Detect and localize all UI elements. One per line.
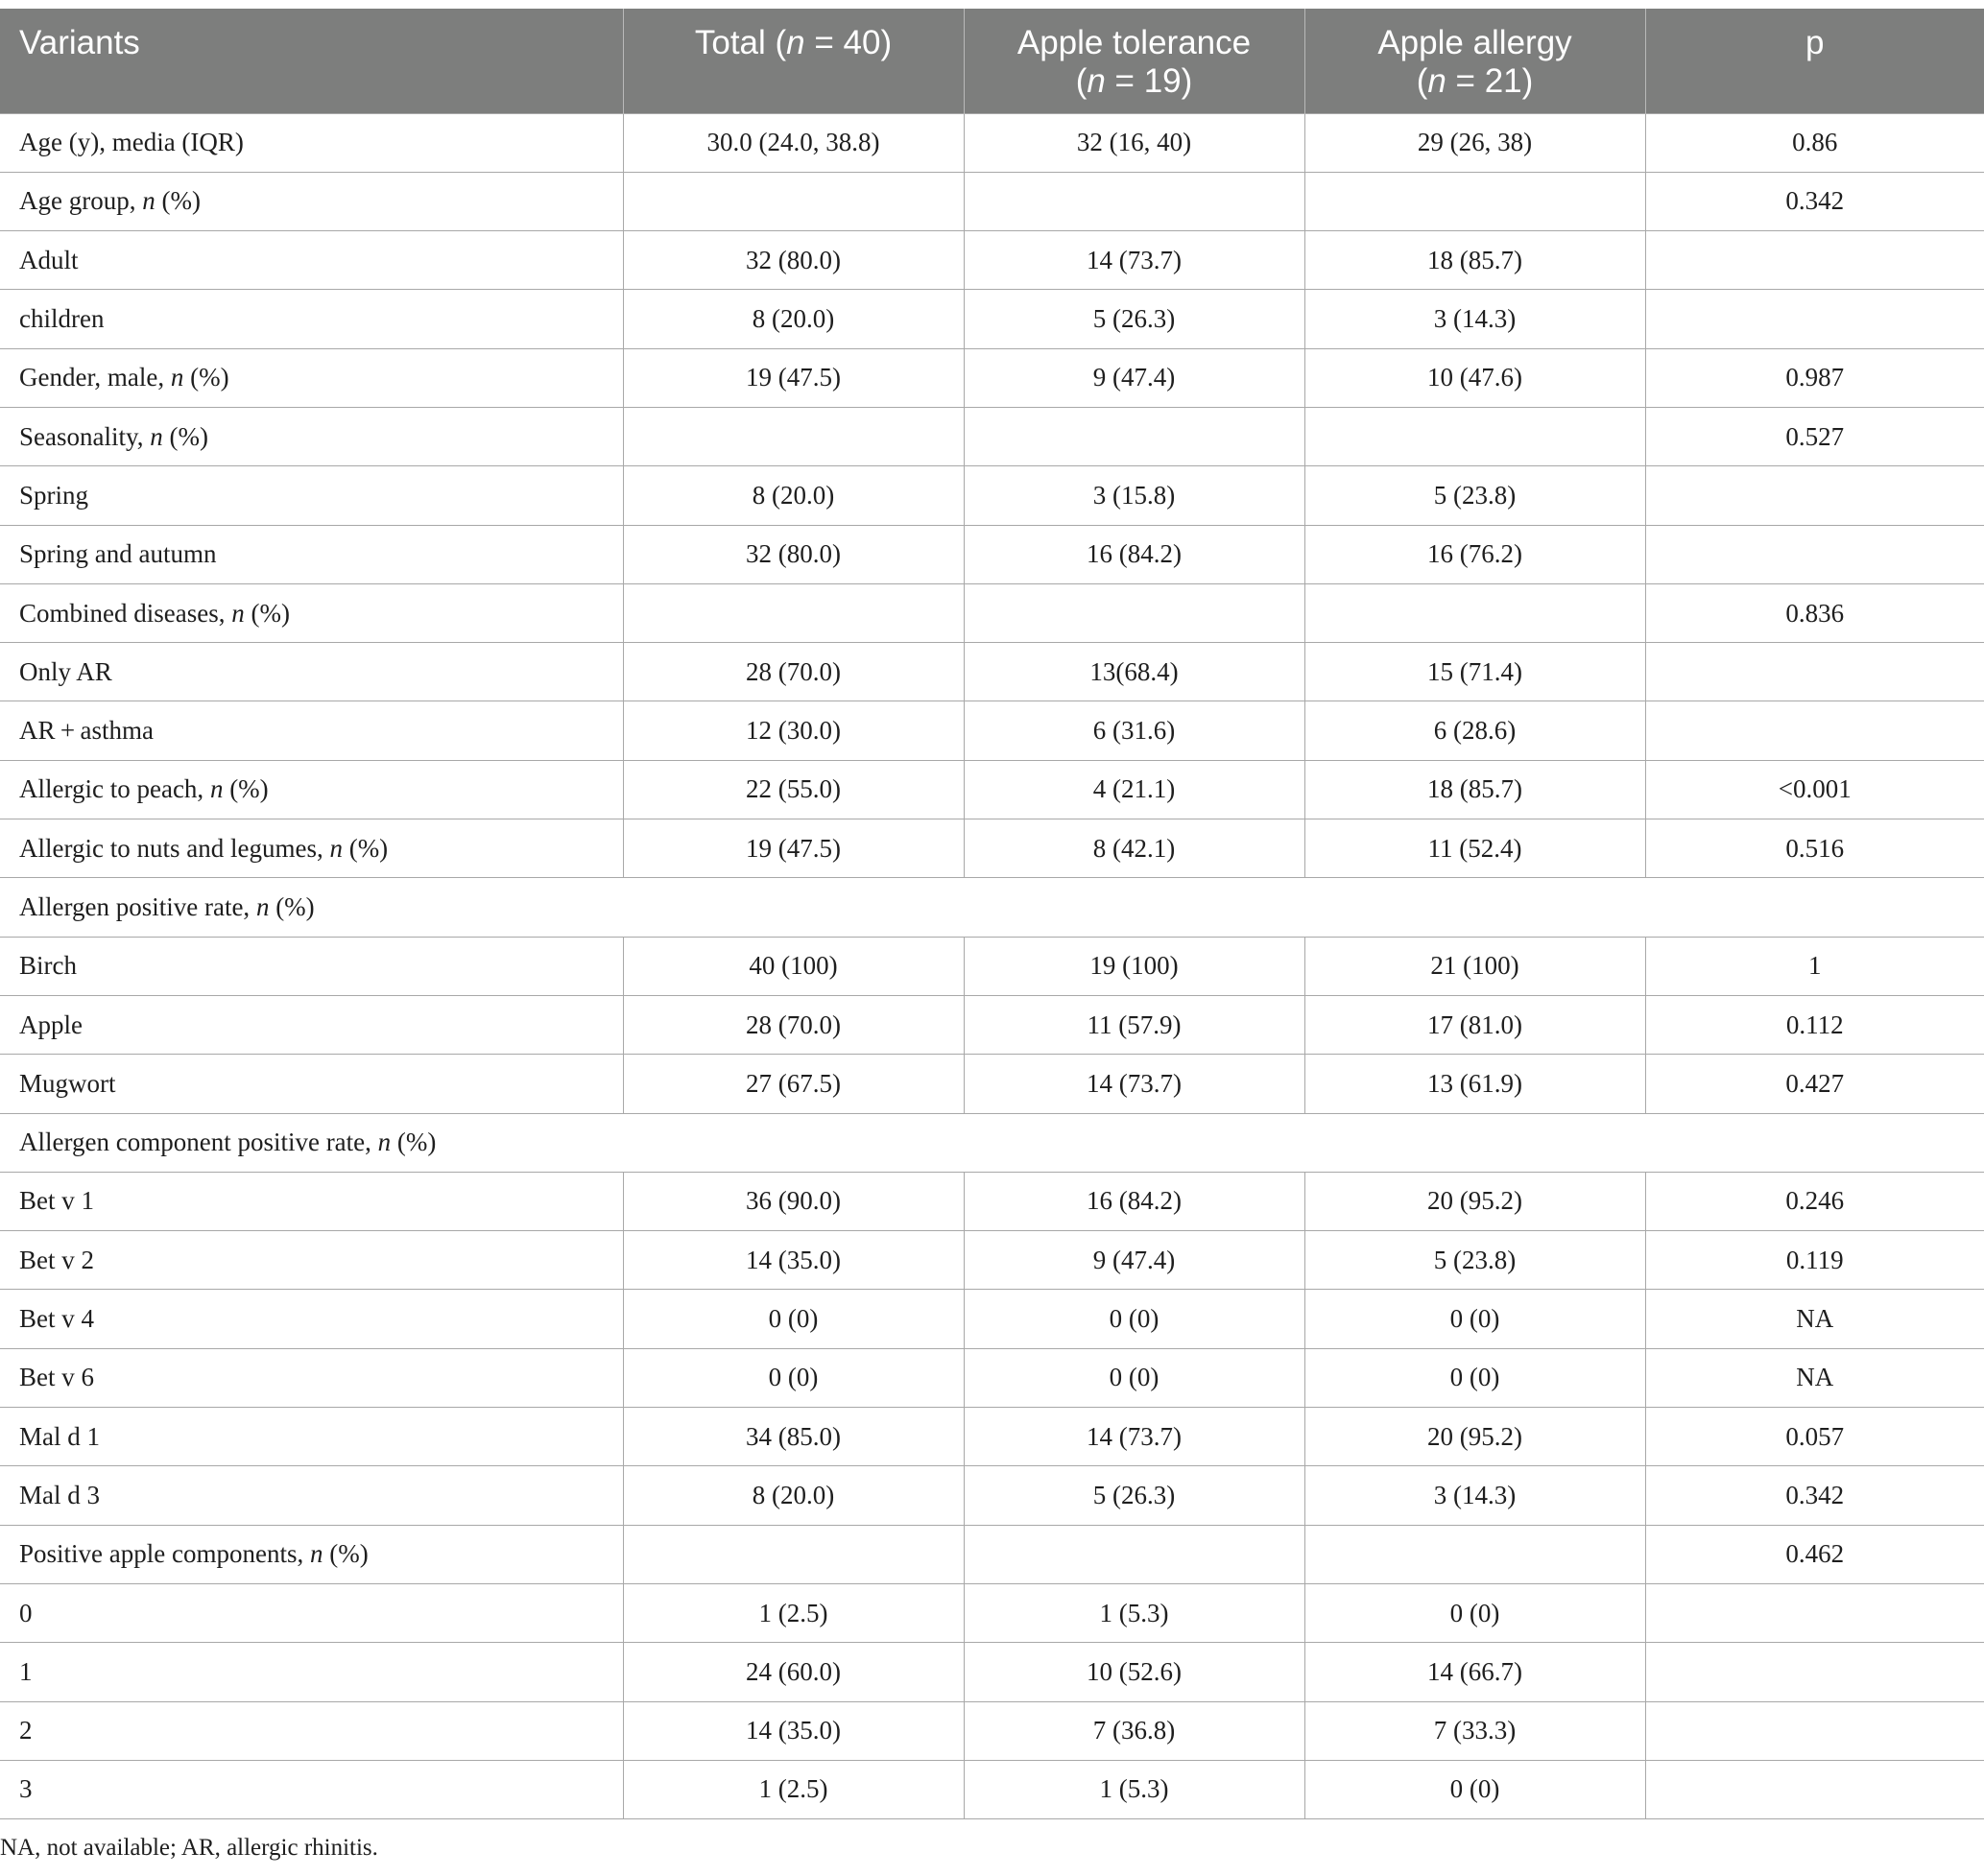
row-label: children	[0, 290, 623, 348]
row-label-text: Allergen positive rate,	[19, 892, 256, 921]
header-apple-allergy	[1304, 9, 1645, 113]
table-row	[0, 1408, 1984, 1466]
cell-allergy	[1304, 407, 1645, 465]
table-row	[0, 760, 1984, 819]
cell-total: 8 (20.0)	[623, 290, 964, 348]
cell-tolerance: 14 (73.7)	[964, 1055, 1304, 1113]
table-row	[0, 525, 1984, 583]
cell-tolerance: 1 (5.3)	[964, 1760, 1304, 1818]
cell-p: 0.836	[1645, 583, 1984, 642]
cell-total: 1 (2.5)	[623, 1583, 964, 1642]
cell-total: 12 (30.0)	[623, 701, 964, 760]
row-label: Bet v 4	[0, 1290, 623, 1348]
row-label-suffix: (%)	[183, 363, 229, 392]
row-label: Bet v 6	[0, 1348, 623, 1407]
cell-p	[1645, 290, 1984, 348]
row-label-n: n	[142, 186, 155, 216]
header-tolerance-line1: Apple tolerance	[1016, 24, 1252, 61]
cell-total: 19 (47.5)	[623, 819, 964, 878]
cell-total: 28 (70.0)	[623, 995, 964, 1054]
cell-allergy: 3 (14.3)	[1304, 1466, 1645, 1525]
table-row	[0, 1525, 1984, 1583]
row-label-text: Allergic to nuts and legumes,	[19, 833, 330, 863]
row-label-text: Gender, male,	[19, 363, 171, 392]
row-label	[0, 348, 623, 407]
cell-tolerance: 13(68.4)	[964, 643, 1304, 701]
row-label-suffix: (%)	[162, 421, 208, 451]
header-variants	[0, 9, 623, 113]
table-row	[0, 701, 1984, 760]
row-label-n: n	[377, 1128, 392, 1157]
header-p-label: p	[1805, 24, 1825, 61]
cell-allergy: 0 (0)	[1304, 1760, 1645, 1818]
row-label-n: n	[255, 892, 270, 921]
cell-tolerance: 19 (100)	[964, 937, 1304, 995]
cell-allergy: 18 (85.7)	[1304, 760, 1645, 819]
table-row	[0, 819, 1984, 878]
table-row	[0, 878, 1984, 937]
cell-p: <0.001	[1645, 760, 1984, 819]
table-row	[0, 113, 1984, 172]
cell-tolerance: 9 (47.4)	[964, 348, 1304, 407]
cell-tolerance: 14 (73.7)	[964, 1408, 1304, 1466]
cell-tolerance: 10 (52.6)	[964, 1643, 1304, 1701]
header-allergy-n: n	[1427, 62, 1446, 100]
row-label-n: n	[170, 363, 184, 392]
cell-tolerance: 3 (15.8)	[964, 466, 1304, 525]
cell-tolerance	[964, 172, 1304, 230]
row-label	[0, 1525, 623, 1583]
table-row	[0, 1113, 1984, 1172]
cell-total: 0 (0)	[623, 1290, 964, 1348]
cell-total: 32 (80.0)	[623, 231, 964, 290]
row-label: Mal d 3	[0, 1466, 623, 1525]
cell-allergy	[1304, 172, 1645, 230]
cell-p: 0.427	[1645, 1055, 1984, 1113]
table-row	[0, 290, 1984, 348]
row-label: 3	[0, 1760, 623, 1818]
table-row	[0, 1466, 1984, 1525]
row-label: Apple	[0, 995, 623, 1054]
table-row	[0, 1231, 1984, 1290]
cell-total: 19 (47.5)	[623, 348, 964, 407]
cell-allergy: 20 (95.2)	[1304, 1408, 1645, 1466]
row-label: Only AR	[0, 643, 623, 701]
row-label-n: n	[150, 421, 163, 451]
header-variants-label: Variants	[19, 24, 140, 61]
cell-total: 27 (67.5)	[623, 1055, 964, 1113]
row-label: 2	[0, 1701, 623, 1760]
cell-total: 40 (100)	[623, 937, 964, 995]
cell-total: 36 (90.0)	[623, 1172, 964, 1230]
row-label-suffix: (%)	[244, 598, 290, 628]
row-label	[0, 172, 623, 230]
cell-allergy: 20 (95.2)	[1304, 1172, 1645, 1230]
cell-total: 14 (35.0)	[623, 1231, 964, 1290]
cell-allergy: 5 (23.8)	[1304, 466, 1645, 525]
row-label-n: n	[329, 833, 343, 863]
header-row	[0, 9, 1984, 113]
table-row	[0, 466, 1984, 525]
cell-p	[1645, 525, 1984, 583]
cell-p: 0.119	[1645, 1231, 1984, 1290]
cell-p: 0.527	[1645, 407, 1984, 465]
header-tolerance-prefix: (	[1075, 62, 1088, 100]
cell-allergy: 29 (26, 38)	[1304, 113, 1645, 172]
row-label-text: Seasonality,	[19, 421, 151, 451]
table-row	[0, 1290, 1984, 1348]
cell-total	[623, 1525, 964, 1583]
table-row	[0, 1172, 1984, 1230]
cell-p: 0.462	[1645, 1525, 1984, 1583]
table-row	[0, 348, 1984, 407]
cell-total: 14 (35.0)	[623, 1701, 964, 1760]
cell-total: 8 (20.0)	[623, 1466, 964, 1525]
cell-total: 28 (70.0)	[623, 643, 964, 701]
table-header	[0, 9, 1984, 113]
header-total-prefix: Total (	[694, 24, 787, 61]
cell-allergy: 16 (76.2)	[1304, 525, 1645, 583]
cell-allergy: 5 (23.8)	[1304, 1231, 1645, 1290]
cell-p	[1645, 231, 1984, 290]
table-row	[0, 231, 1984, 290]
cell-total: 0 (0)	[623, 1348, 964, 1407]
cell-tolerance	[964, 583, 1304, 642]
header-p	[1645, 9, 1984, 113]
header-total-n: n	[786, 24, 805, 61]
cell-allergy: 11 (52.4)	[1304, 819, 1645, 878]
table-body	[0, 113, 1984, 1819]
table-row	[0, 583, 1984, 642]
row-label-text: Combined diseases,	[19, 598, 232, 628]
cell-allergy: 7 (33.3)	[1304, 1701, 1645, 1760]
header-total	[623, 9, 964, 113]
cell-total	[623, 583, 964, 642]
cell-p: 0.987	[1645, 348, 1984, 407]
row-label-n: n	[309, 1539, 323, 1569]
table-row	[0, 643, 1984, 701]
header-allergy-prefix: (	[1416, 62, 1428, 100]
cell-p	[1645, 701, 1984, 760]
row-label: 1	[0, 1643, 623, 1701]
row-label	[0, 583, 623, 642]
row-label-n: n	[209, 774, 224, 804]
cell-total	[623, 172, 964, 230]
table-row	[0, 1583, 1984, 1642]
row-label-suffix: (%)	[223, 774, 269, 804]
row-label-text: Positive apple components,	[19, 1539, 310, 1569]
cell-allergy: 13 (61.9)	[1304, 1055, 1645, 1113]
table-row	[0, 995, 1984, 1054]
cell-p: 0.112	[1645, 995, 1984, 1054]
cell-p	[1645, 466, 1984, 525]
cell-total: 32 (80.0)	[623, 525, 964, 583]
cell-tolerance	[964, 407, 1304, 465]
row-label: Spring	[0, 466, 623, 525]
cell-total: 30.0 (24.0, 38.8)	[623, 113, 964, 172]
cell-p: NA	[1645, 1348, 1984, 1407]
cell-p: 0.246	[1645, 1172, 1984, 1230]
row-label: AR + asthma	[0, 701, 623, 760]
row-label-text: Age group,	[19, 186, 143, 216]
header-allergy-line1: Apple allergy	[1377, 24, 1572, 61]
cell-allergy: 0 (0)	[1304, 1290, 1645, 1348]
cell-allergy: 10 (47.6)	[1304, 348, 1645, 407]
row-label: Bet v 1	[0, 1172, 623, 1230]
cell-tolerance: 32 (16, 40)	[964, 113, 1304, 172]
cell-allergy: 17 (81.0)	[1304, 995, 1645, 1054]
cell-tolerance: 14 (73.7)	[964, 231, 1304, 290]
row-label: Birch	[0, 937, 623, 995]
row-label-suffix: (%)	[155, 186, 201, 216]
table-row	[0, 1760, 1984, 1818]
cell-p: 0.057	[1645, 1408, 1984, 1466]
cell-total: 8 (20.0)	[623, 466, 964, 525]
cell-allergy: 3 (14.3)	[1304, 290, 1645, 348]
table-row	[0, 1643, 1984, 1701]
row-label	[0, 760, 623, 819]
cell-allergy: 0 (0)	[1304, 1583, 1645, 1642]
row-label	[0, 1113, 1984, 1172]
row-label-text: Allergen component positive rate,	[19, 1128, 378, 1157]
cell-tolerance: 11 (57.9)	[964, 995, 1304, 1054]
cell-allergy: 0 (0)	[1304, 1348, 1645, 1407]
cell-tolerance: 5 (26.3)	[964, 1466, 1304, 1525]
cell-allergy: 14 (66.7)	[1304, 1643, 1645, 1701]
cell-p	[1645, 1760, 1984, 1818]
cell-p	[1645, 1643, 1984, 1701]
cell-total: 22 (55.0)	[623, 760, 964, 819]
cell-allergy: 21 (100)	[1304, 937, 1645, 995]
row-label-suffix: (%)	[391, 1128, 437, 1157]
header-tolerance-n: n	[1087, 62, 1106, 100]
cell-tolerance	[964, 1525, 1304, 1583]
cell-p	[1645, 643, 1984, 701]
cell-total	[623, 407, 964, 465]
row-label: Age (y), media (IQR)	[0, 113, 623, 172]
cell-tolerance: 5 (26.3)	[964, 290, 1304, 348]
cell-tolerance: 16 (84.2)	[964, 525, 1304, 583]
table-row	[0, 1055, 1984, 1113]
row-label: Spring and autumn	[0, 525, 623, 583]
cell-tolerance: 0 (0)	[964, 1290, 1304, 1348]
table-row	[0, 407, 1984, 465]
row-label-suffix: (%)	[269, 892, 315, 921]
row-label	[0, 878, 1984, 937]
row-label	[0, 819, 623, 878]
row-label: Mugwort	[0, 1055, 623, 1113]
cell-tolerance: 9 (47.4)	[964, 1231, 1304, 1290]
row-label: Adult	[0, 231, 623, 290]
cell-tolerance: 8 (42.1)	[964, 819, 1304, 878]
cell-tolerance: 4 (21.1)	[964, 760, 1304, 819]
row-label	[0, 407, 623, 465]
cell-total: 34 (85.0)	[623, 1408, 964, 1466]
cell-allergy: 18 (85.7)	[1304, 231, 1645, 290]
cell-total: 1 (2.5)	[623, 1760, 964, 1818]
cell-tolerance: 1 (5.3)	[964, 1583, 1304, 1642]
cell-p: 0.516	[1645, 819, 1984, 878]
cell-p: 1	[1645, 937, 1984, 995]
header-tolerance-suffix: = 19)	[1105, 62, 1193, 100]
cell-p	[1645, 1583, 1984, 1642]
row-label-text: Allergic to peach,	[19, 774, 210, 804]
table-row	[0, 1348, 1984, 1407]
cell-allergy: 6 (28.6)	[1304, 701, 1645, 760]
cell-p	[1645, 1701, 1984, 1760]
header-allergy-suffix: = 21)	[1446, 62, 1534, 100]
data-table	[0, 9, 1984, 1819]
table-footnote: NA, not available; AR, allergic rhinitis.	[0, 1835, 378, 1861]
cell-p: 0.342	[1645, 172, 1984, 230]
row-label: 0	[0, 1583, 623, 1642]
cell-allergy	[1304, 1525, 1645, 1583]
cell-total: 24 (60.0)	[623, 1643, 964, 1701]
cell-tolerance: 6 (31.6)	[964, 701, 1304, 760]
cell-tolerance: 0 (0)	[964, 1348, 1304, 1407]
table-row	[0, 1701, 1984, 1760]
table-row	[0, 172, 1984, 230]
row-label-n: n	[231, 598, 245, 628]
table-row	[0, 937, 1984, 995]
cell-tolerance: 16 (84.2)	[964, 1172, 1304, 1230]
cell-allergy: 15 (71.4)	[1304, 643, 1645, 701]
row-label: Mal d 1	[0, 1408, 623, 1466]
row-label-suffix: (%)	[342, 833, 389, 863]
cell-allergy	[1304, 583, 1645, 642]
table-wrapper	[0, 9, 1984, 1819]
cell-p: NA	[1645, 1290, 1984, 1348]
header-apple-tolerance	[964, 9, 1304, 113]
cell-p: 0.342	[1645, 1466, 1984, 1525]
cell-p: 0.86	[1645, 113, 1984, 172]
row-label: Bet v 2	[0, 1231, 623, 1290]
header-total-suffix: = 40)	[804, 24, 893, 61]
cell-tolerance: 7 (36.8)	[964, 1701, 1304, 1760]
row-label-suffix: (%)	[323, 1539, 369, 1569]
